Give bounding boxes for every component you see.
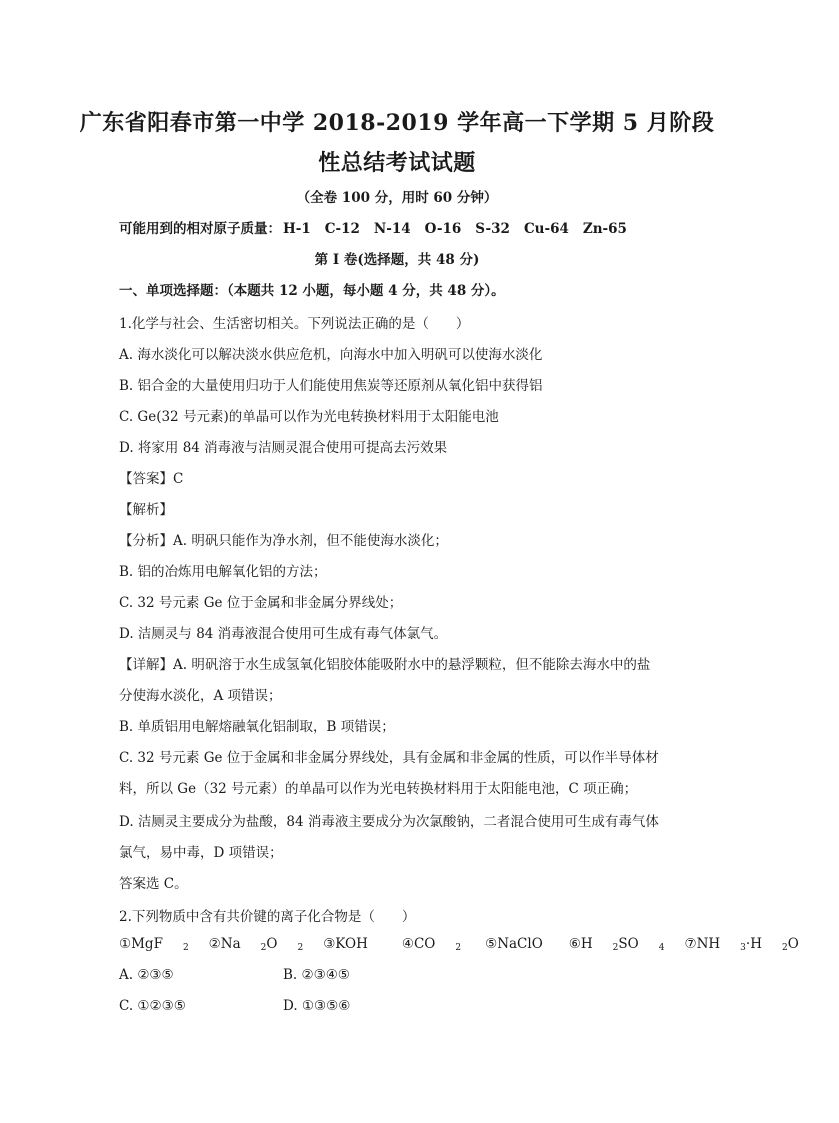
section-title: 一、单项选择题：（本题共 12 小题，每小题 4 分，共 48 分）。 [119,283,505,299]
atomic-mass-item: O-16 [424,221,462,237]
q1-stem: 1.化学与社会、生活密切相关。下列说法正确的是（ ） [119,316,470,332]
atomic-mass-label: 可能用到的相对原子质量： [119,221,281,237]
q1-option-d: D. 将家用 84 消毒液与洁厕灵混合使用可提高去污效果 [119,440,448,456]
q1-analysis-label: 【解析】 [119,502,173,518]
q2-substance-2: ②Na $_2$O $_2$ [208,936,304,953]
q2-option-row-1 [119,967,174,983]
q2-substance-5: ⑤NaClO [485,936,543,952]
q2-option-b: B. ②③④⑤ [283,967,350,983]
q1-fenxi-a: 【分析】A. 明矾只能作为净水剂，但不能使海水淡化； [119,533,448,549]
atomic-mass-item: Zn-65 [582,221,627,237]
volume-title: 第 I 卷(选择题，共 48 分) [314,252,480,268]
q1-fenxi-d: D. 洁厕灵与 84 消毒液混合使用可生成有毒气体氯气。 [119,626,448,642]
q2-substances [119,936,839,953]
q2-substance-3: ③KOH [323,936,368,952]
q1-detail-b: B. 单质铝用电解熔融氧化铝制取，B 项错误； [119,719,395,735]
q2-substance-4: ④CO $_2$ [401,936,462,953]
atomic-mass-line [119,217,641,237]
q2-option-d: D. ①③⑤⑥ [283,998,351,1014]
q2-option-a: A. ②③⑤ [119,967,174,983]
q1-detail-a2: 分使海水淡化，A 项错误； [119,688,282,704]
title-line-2: 性总结考试试题 [318,150,476,176]
q2-substance-1: ①MgF $_2$ [119,936,189,953]
q2-option-c: C. ①②③⑤ [119,998,186,1014]
atomic-mass-item: S-32 [475,221,510,237]
q1-detail-a1: 【详解】A. 明矾溶于水生成氢氧化铝胶体能吸附水中的悬浮颗粒，但不能除去海水中的盐 [119,657,651,673]
q2-stem: 2.下列物质中含有共价键的离子化合物是（ ） [119,909,416,925]
q1-detail-d2: 氯气，易中毒，D 项错误； [119,845,283,861]
title-line-1: 广东省阳春市第一中学 2018-2019 学年高一下学期 5 月阶段 [79,110,715,136]
q1-detail-d1: D. 洁厕灵主要成分为盐酸，84 消毒液主要成分为次氯酸钠，二者混合使用可生成有毒气体 [119,814,659,830]
q1-conclusion: 答案选 C。 [119,876,188,892]
atomic-mass-item: N-14 [373,221,411,237]
atomic-mass-item: Cu-64 [523,221,569,237]
atomic-mass-item: H-1 [283,221,311,237]
q1-option-c: C. Ge(32 号元素)的单晶可以作为光电转换材料用于太阳能电池 [119,409,499,425]
q1-answer: 【答案】C [119,471,184,487]
q1-fenxi-b: B. 铝的冶炼用电解氧化铝的方法； [119,564,327,580]
q1-detail-c1: C. 32 号元素 Ge 位于金属和非金属分界线处，具有金属和非金属的性质，可以作半导体材 [119,750,659,766]
q1-fenxi-c: C. 32 号元素 Ge 位于金属和非金属分界线处； [119,595,403,611]
q2-substance-6: ⑥H $_2$SO $_4$ [568,936,665,953]
q1-detail-c2: 料，所以 Ge（32 号元素）的单晶可以作为光电转换材料用于太阳能电池，C 项正确； [119,781,638,797]
q1-option-a: A. 海水淡化可以解决淡水供应危机，向海水中加入明矾可以使海水淡化 [119,347,543,363]
atomic-mass-item: C-12 [324,221,360,237]
q2-substance-7: ⑦NH $_3$·H $_2$O [684,936,799,953]
q1-option-b: B. 铝合金的大量使用归功于人们能使用焦炭等还原剂从氧化铝中获得铝 [119,378,543,394]
exam-subtitle: （全卷 100 分，用时 60 分钟） [296,190,498,206]
